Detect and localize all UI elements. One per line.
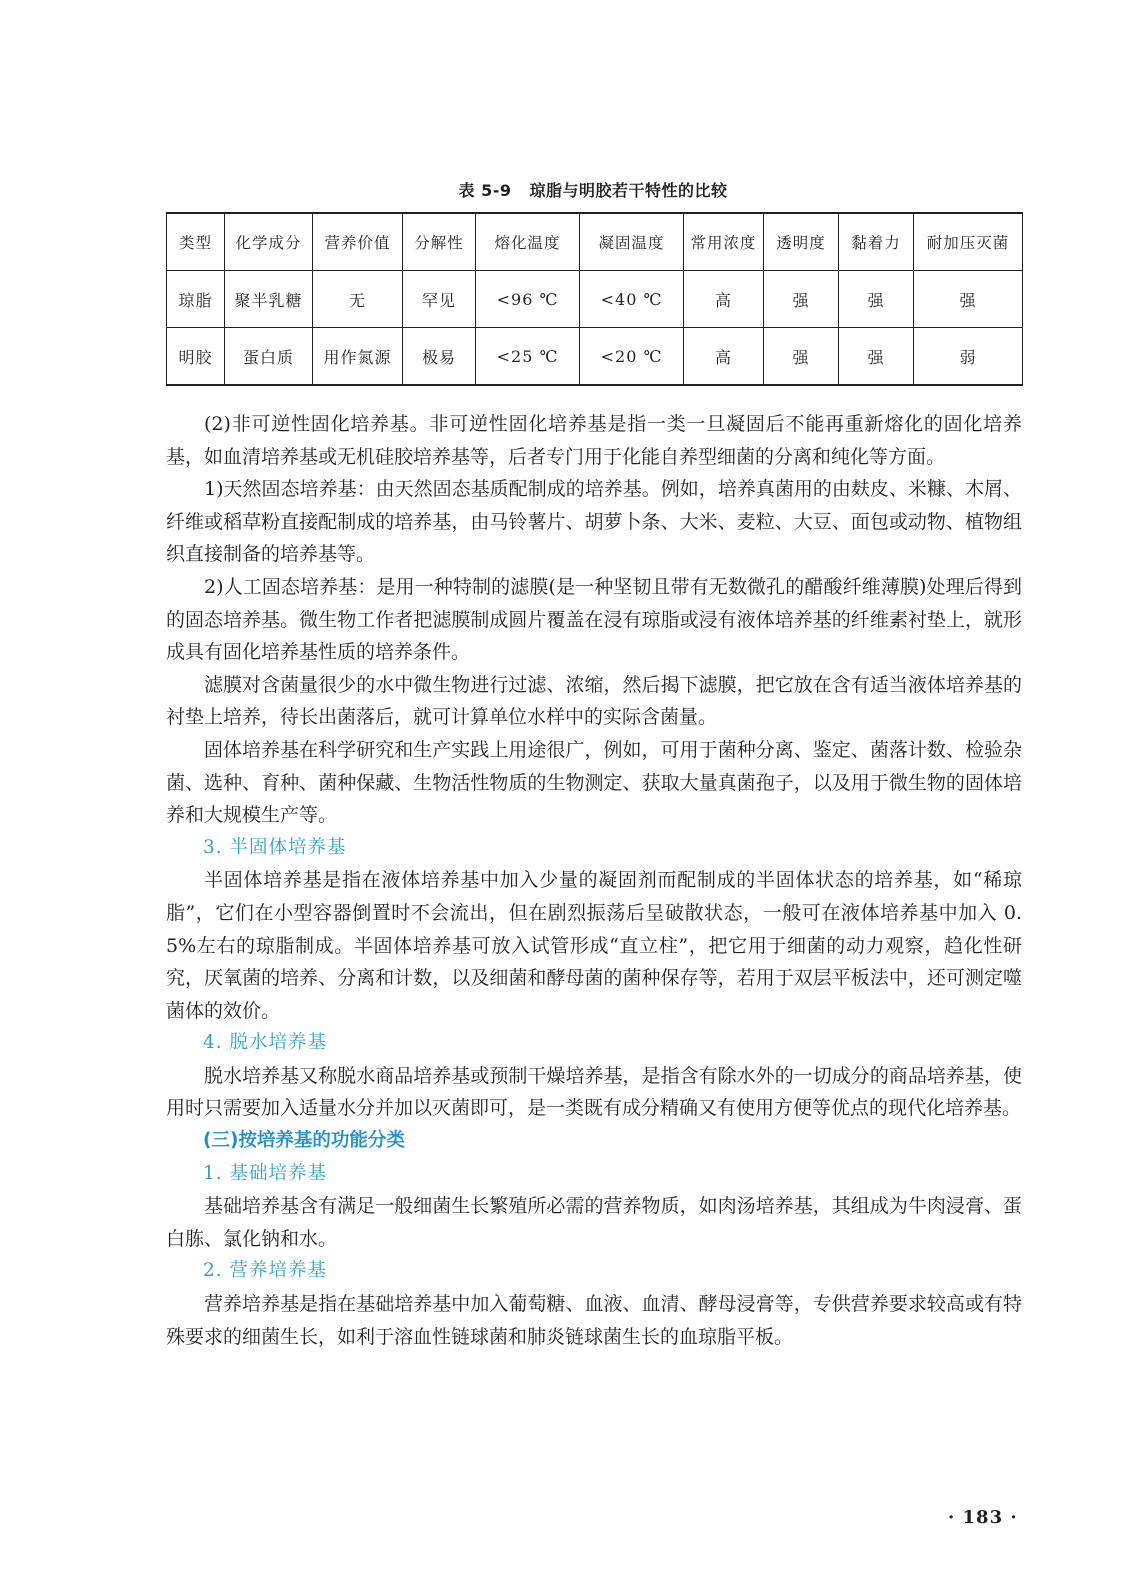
paragraph-filter-membrane: 滤膜对含菌量很少的水中微生物进行过滤、浓缩，然后揭下滤膜，把它放在含有适当液体培养基的衬垫上培养，待长出菌落后，就可计算单位水样中的实际含菌量。 [166,673,1022,729]
heading-basic-medium: 1. 基础培养基 [203,1162,328,1184]
table-cell: 强 [764,328,839,386]
header-cell: 黏着力 [839,213,914,271]
table-number: 表 5-9 [458,181,512,200]
header-cell: 化学成分 [225,213,313,271]
table-cell: 琼脂 [167,271,225,328]
table-cell: <40 ℃ [580,271,684,328]
table-cell: 罕见 [403,271,476,328]
header-cell: 凝固温度 [580,213,684,271]
header-cell: 分解性 [403,213,476,271]
header-cell: 常用浓度 [684,213,764,271]
table-title: 琼脂与明胶若干特性的比较 [529,181,728,200]
page-number: · 183 · [948,1507,1018,1528]
table-cell: 用作氮源 [313,328,403,386]
header-cell: 耐加压灭菌 [914,213,1023,271]
table-row [167,271,1023,328]
table-cell: <25 ℃ [476,328,580,386]
table-cell: 强 [914,271,1023,328]
paragraph-solid-uses: 固体培养基在科学研究和生产实践上用途很广，例如，可用于菌种分离、鉴定、菌落计数、检验杂菌、选种、育种、菌种保藏、生物活性物质的生物测定、获取大量真菌孢子，以及用于微生物的固体培养和大规模生产等。 [166,738,1022,827]
table-cell: 强 [764,271,839,328]
table-cell: 强 [839,271,914,328]
heading-dehydrated: 4. 脱水培养基 [203,1032,328,1054]
comparison-table [166,212,1023,386]
table-cell: 高 [684,271,764,328]
header-cell: 类型 [167,213,225,271]
table-caption [0,178,1127,201]
table-cell: 极易 [403,328,476,386]
paragraph-natural-solid: 1)天然固态培养基：由天然固态基质配制成的培养基。例如，培养真菌用的由麸皮、米糠、木屑、纤维或稻草粉直接配制成的培养基，由马铃薯片、胡萝卜条、大米、麦粒、大豆、面包或动物、植物组织直接制备的培养基等。 [166,478,1022,566]
table-cell: <96 ℃ [476,271,580,328]
table-header-row [167,213,1023,271]
paragraph-dehydrated: 脱水培养基又称脱水商品培养基或预制干燥培养基，是指含有除水外的一切成分的商品培养基，使用时只需要加入适量水分并加以灭菌即可，是一类既有成分精确又有使用方便等优点的现代化培养基。 [166,1064,1022,1120]
table-row [167,328,1023,386]
table-cell: 无 [313,271,403,328]
heading-semisolid: 3. 半固体培养基 [203,836,347,858]
paragraph-artificial-solid: 2)人工固态培养基：是用一种特制的滤膜(是一种坚韧且带有无数微孔的醋酸纤维薄膜)处理后得到的固态培养基。微生物工作者把滤膜制成圆片覆盖在浸有琼脂或浸有液体培养基的纤维素衬垫上，就形成具有固化培养基性质的培养条件。 [166,575,1022,664]
header-cell: 营养价值 [313,213,403,271]
table-cell: 蛋白质 [225,328,313,386]
table-cell: 明胶 [167,328,225,386]
table-cell: 聚半乳糖 [225,271,313,328]
header-cell: 透明度 [764,213,839,271]
body-text [166,408,1022,1353]
table-cell: <20 ℃ [580,328,684,386]
paragraph-basic-medium: 基础培养基含有满足一般细菌生长繁殖所必需的营养物质，如肉汤培养基，其组成为牛肉浸膏、蛋白胨、氯化钠和水。 [166,1195,1022,1250]
paragraph-semisolid: 半固体培养基是指在液体培养基中加入少量的凝固剂而配制成的半固体状态的培养基，如“稀琼脂”，它们在小型容器倒置时不会流出，但在剧烈振荡后呈破散状态，一般可在液体培养基中加入 0. 5%左右的琼脂制成。半固体培养基可放入试管形成“直立柱”，把它用于细菌的动力观察，趋化性研究，厌氧菌的培养、分离和计数，以及细菌和酵母菌的菌种保存等，若用于双层平板法中，还可测定噬菌体的效价。 [166,869,1022,1022]
paragraph-irreversible: (2)非可逆性固化培养基。非可逆性固化培养基是指一类一旦凝固后不能再重新熔化的固化培养基，如血清培养基或无机硅胶培养基等，后者专门用于化能自养型细菌的分离和纯化等方面。 [166,413,1022,468]
heading-function-classification: (三)按培养基的功能分类 [203,1130,405,1152]
header-cell: 熔化温度 [476,213,580,271]
table-cell: 高 [684,328,764,386]
heading-nutrient-medium: 2. 营养培养基 [203,1260,328,1282]
table-cell: 弱 [914,328,1023,386]
table-cell: 强 [839,328,914,386]
paragraph-nutrient-medium: 营养培养基是指在基础培养基中加入葡萄糖、血液、血清、酵母浸膏等，专供营养要求较高或有特殊要求的细菌生长，如利于溶血性链球菌和肺炎链球菌生长的血琼脂平板。 [166,1293,1022,1348]
